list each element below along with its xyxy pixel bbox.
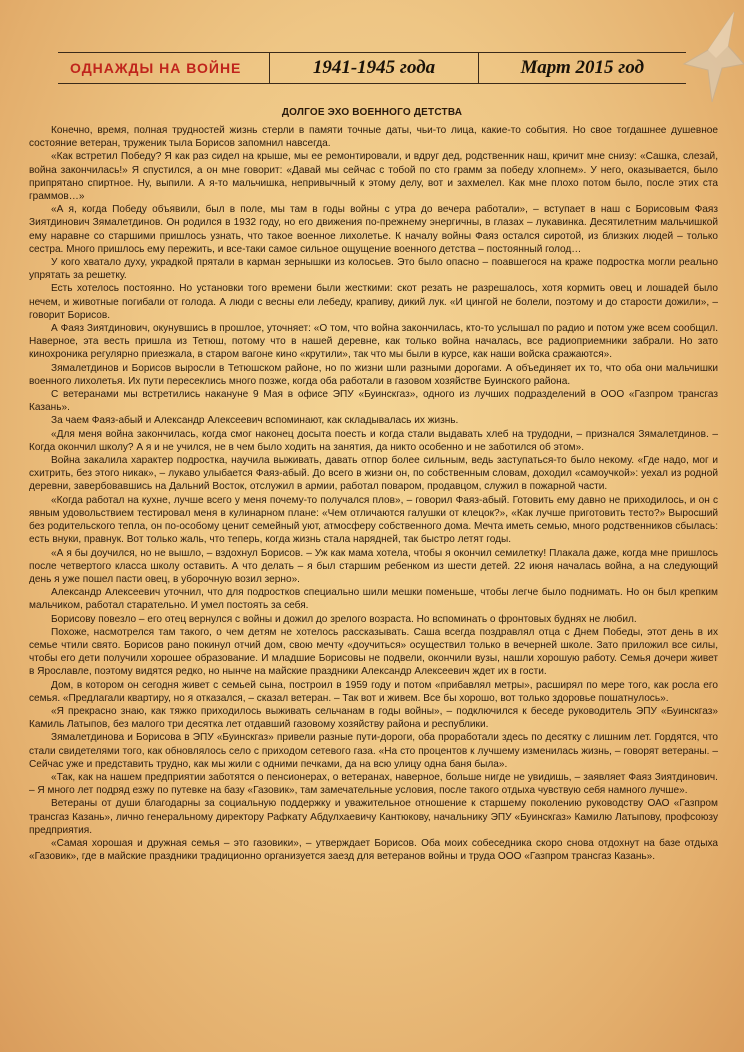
paragraph: Есть хотелось постоянно. Но установки того времени были жесткими: скот резать не разрешалось, хотя кормить овец и лошадей было нечем, и животные погибали от голода. А люди с весны ели лебеду, крапиву, дикий лук. «И цингой не болели, поэтому и до старости дожили», – говорит Борисов. — [29, 283, 718, 321]
paragraph: Дом, в котором он сегодня живет с семьей сына, построил в 1959 году и потом «прибавлял метры», расширял по мере того, как росла его семья. «Предлагали квартиру, но я отказался, – сказал ветеран. – Так вот и живем. Все бы хорошо, вот только здоровье пошатнулось». — [29, 679, 718, 704]
paragraph: Зямалетдинова и Борисова в ЭПУ «Буинскгаз» привели разные пути-дороги, оба проработали здесь по десятку с лишним лет. Гордятся, что стали свидетелями того, как обновлялось село с приходом сетевого газа. «На сто процентов к лучшему изменилась жизнь, – говорят ветераны. – Сейчас уже и представить трудно, как мы жили с одними печками, да на всю улицу одна баня была». — [29, 732, 718, 770]
paragraph: А Фаяз Зиятдинович, окунувшись в прошлое, уточняет: «О том, что война закончилась, кто-то услышал по радио и потом уже всем сообщил. Наверное, эта весть пришла из Тетюш, потому что в нашей деревне, как только война началась, все радиоприемники забрали. Но зато кинохроника регулярно приезжала, в старом вагоне кино «крутили», так что мы были в курсе, как наши войска сражаются». — [29, 323, 718, 361]
paragraph: У кого хватало духу, украдкой прятали в карман зернышки из колосьев. Это было опасно – поавшегося на краже подростка могли реально упрятать за решетку. — [29, 257, 718, 282]
paragraph: «Для меня война закончилась, когда смог наконец досыта поесть и когда стали выдавать хлеб на трудодни, – признался Зямалетдинов. – Когда окончил школу? А я и не учился, не в чем было ходить на занятия, да никто особенно и не заботился об этом». — [29, 428, 718, 453]
header-issue-section — [478, 53, 686, 83]
paragraph: Похоже, насмотрелся там такого, о чем детям не хотелось рассказывать. Саша всегда поздравлял отца с Днем Победы, этот день в их семье чтили свято. Борисов рано покинул отчий дом, свою мечту «доучиться» осуществил только в вечерней школе. Зато приложил все силы, чтобы его дети получили хорошее образование. И младшие Борисовы не подвели, окончили вузы, нашли хорошую работу. Семья дочери живет в Ярославле, поэтому видятся редко, но нынче на майские праздники Александр Алексеевич ждет их в гости. — [29, 626, 718, 678]
paragraph: «А я, когда Победу объявили, был в поле, мы там в годы войны с утра до вечера работали», – вступает в наш с Борисовым Фаяз Зиятдинович Зямалетдинов. Он родился в 1932 году, но его движения по-прежнему энергичны, в глазах – лукавинка. Десятилетним мальчишкой ему наравне со старшими пришлось узнать, что такое военное лихолетье. К началу войны Фаяз остался сиротой, из близких людей – только сестра. Много пришлось ему пережить, и все-таки самое сильное ощущение военного детства – постоянный голод… — [29, 204, 718, 255]
paragraph: С ветеранами мы встретились накануне 9 Мая в офисе ЭПУ «Буинскгаз», одного из лучших подразделений в ООО «Газпром трансгаз Казань». — [29, 389, 718, 414]
header-years-section — [269, 53, 477, 83]
paragraph: «Я прекрасно знаю, как тяжко приходилось выживать сельчанам в годы войны», – подключился к беседе руководитель ЭПУ «Буинскгаз» Камиль Латыпов, без малого три десятка лет отдавший газовому хозяйству района и республики. — [29, 705, 718, 731]
paragraph: «А я бы доучился, но не вышло, – вздохнул Борисов. – Уж как мама хотела, чтобы я окончил семилетку! Плакала даже, когда мне пришлось после четвертого класса школу оставить. А что делать – я был старшим ребенком из шести детей. 22 июня началась война, а на следующий день я уже пошел пасти овец, в уборочную возил зерно». — [29, 547, 718, 585]
paragraph: «Самая хорошая и дружная семья – это газовики», – утверждает Борисов. Оба моих собеседника скоро снова отдохнут на базе отдыха «Газовик», где в майские праздники традиционно организуется заезд для ветеранов войны и труда ООО «Газпром трансгаз Казань». — [29, 837, 718, 863]
paragraph: «Как встретил Победу? Я как раз сидел на крыше, мы ее ремонтировали, и вдруг дед, родственник наш, кричит мне снизу: «Сашка, слезай, война закончилась!» Я спустился, а он мне говорит: «Давай мы сейчас с тобой по сто грамм за победу хлопнем». У него, оказывается, было припрятано спиртное. Ну, выпили. А я-то мальчишка, непривычный к этому делу, вот и захмелел. Как мне плохо потом было, после этих ста граммов…» — [29, 151, 718, 203]
paragraph: «Когда работал на кухне, лучше всего у меня почему-то получался плов», – говорил Фаяз-абый. Готовить ему давно не приходилось, и он с явным удовольствием тестировал меня в кулинарном плане: «Чем отличаются галушки от клецок?», «Как лучше приготовить тесто?» Выросший без родительского тепла, он по-особому ценит семейный уют, атмосферу собственного дома. Мечта иметь семью, много родственников сбылась: есть внуки, правнук. Вот только жаль, что теперь, когда жизнь стала нарядней, так быстро летят годы. — [29, 494, 718, 546]
paragraph: «Так, как на нашем предприятии заботятся о пенсионерах, о ветеранах, наверное, больше нигде не увидишь, – заявляет Фаяз Зиятдинович. – Я много лет подряд езжу по путевке на базу «Газовик», там замечательные условия, после такого отдыха чувствую себя намного лучше». — [29, 771, 718, 797]
paragraph: Ветераны от души благодарны за социальную поддержку и уважительное отношение к старшему поколению руководству ОАО «Газпром трансгаз Казань», лично генеральному директору Рафкату Абдулхаевичу Кантюкову, начальнику ЭПУ «Буинскгаз» Камилю Латыпову, профсоюзу предприятия. — [29, 798, 718, 836]
header-issue: Март 2015 год — [520, 57, 644, 78]
paragraph: Война закалила характер подростка, научила выживать, давать отпор более сильным, ведь заступаться-то было некому. «Где надо, мог и схитрить, без этого никак», – лукаво улыбается Фаяз-абый. До всего в жизни он, по собственным словам, доходил «самоучкой»: уехал из родной деревни, завербовавшись на Дальний Восток, отслужил в армии, работал поваром, продавцом, служил в пожарной части. — [29, 455, 718, 493]
paragraph: Зямалетдинов и Борисов выросли в Тетюшском районе, но по жизни шли разными дорогами. А объединяет их то, что оба они мальчишки военного лихолетья. Их пути пересеклись много позже, когда оба работали в газовом хозяйстве Буинского района. — [29, 362, 718, 387]
paragraph: За чаем Фаяз-абый и Александр Алексеевич вспоминают, как складывалась их жизнь. — [51, 415, 459, 427]
paragraph: Борисову повезло – его отец вернулся с войны и дожил до зрелого возраста. Но вспоминать о фронтовых буднях не любил. — [51, 613, 637, 625]
header-brand-section — [58, 53, 269, 83]
article-title: ДОЛГОЕ ЭХО ВОЕННОГО ДЕТСТВА — [281, 107, 463, 118]
header-years: 1941-1945 года — [312, 57, 436, 78]
header-rule-bottom — [58, 83, 686, 84]
paragraph: Александр Алексеевич уточнил, что для подростков специально шили мешки поменьше, чтобы легче было поднимать. Но он был крепким мальчиком, работал старательно. И умел постоять за себя. — [29, 587, 718, 612]
paragraph: Конечно, время, полная трудностей жизнь стерли в памяти точные даты, чьи-то лица, какие-то события. Но свое тогдашнее душевное состояние ветеран, труженик тыла Борисов запомнил навсегда. — [29, 125, 718, 150]
page-header — [58, 53, 686, 83]
article-body — [29, 124, 718, 863]
header-brand: ОДНАЖДЫ НА ВОЙНЕ — [70, 60, 242, 76]
